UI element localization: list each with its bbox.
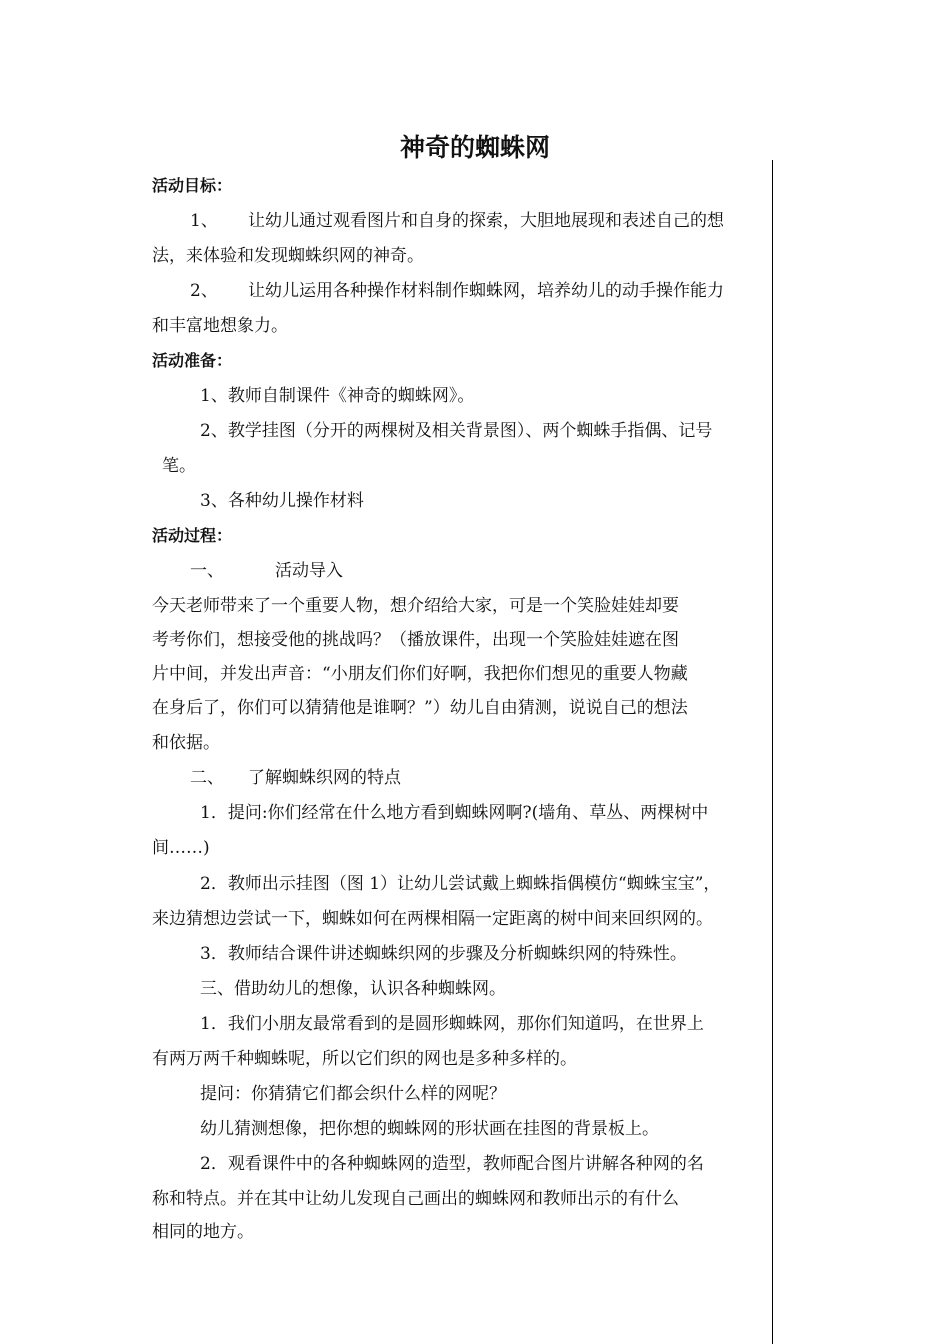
goal1-number: 1、 [190, 211, 218, 231]
prep-item-2-line1: 2、教学挂图（分开的两棵树及相关背景图）、两个蜘蛛手指偶、记号 [200, 421, 713, 441]
page-title: 神奇的蜘蛛网 [399, 133, 550, 162]
intro-line-2: 考考你们，想接受他的挑战吗？（播放课件，出现一个笑脸娃娃遮在图 [152, 630, 679, 650]
step3-item2-line3: 相同的地方。 [152, 1222, 254, 1242]
prep-item-2-line2: 笔。 [162, 456, 196, 476]
intro-line-4: 在身后了，你们可以猜猜他是谁啊？”）幼儿自由猜测，说说自己的想法 [152, 698, 688, 718]
margin-rule [772, 160, 773, 1344]
step3-title: 三、借助幼儿的想像，认识各种蜘蛛网。 [200, 979, 506, 999]
step2-number: 二、 [190, 768, 224, 788]
step2-title: 了解蜘蛛织网的特点 [248, 768, 401, 788]
step1-number: 一、 [190, 561, 224, 581]
process-heading: 活动过程： [152, 526, 233, 545]
step3-question: 提问：你猜猜它们都会织什么样的网呢？ [200, 1084, 506, 1104]
goal2-number: 2、 [190, 281, 218, 301]
step2-item2-line2: 来边猜想边尝试一下，蜘蛛如何在两棵相隔一定距离的树中间来回织网的。 [152, 909, 713, 929]
step1-title: 活动导入 [275, 561, 343, 581]
intro-line-5: 和依据。 [152, 733, 220, 753]
prep-item-1: 1、教师自制课件《神奇的蜘蛛网》。 [200, 386, 475, 406]
step3-guess: 幼儿猜测想像，把你想的蜘蛛网的形状画在挂图的背景板上。 [200, 1119, 659, 1139]
prep-heading: 活动准备： [152, 351, 233, 370]
step2-item1-line1: 1．提问:你们经常在什么地方看到蜘蛛网啊?(墙角、草丛、两棵树中 [200, 803, 709, 823]
goal2-line1: 让幼儿运用各种操作材料制作蜘蛛网，培养幼儿的动手操作能力 [248, 281, 724, 301]
goals-heading: 活动目标： [152, 176, 233, 195]
goal2-line2: 和丰富地想象力。 [152, 316, 288, 336]
goal1-line1: 让幼儿通过观看图片和自身的探索，大胆地展现和表述自己的想 [248, 211, 724, 231]
intro-line-3: 片中间，并发出声音：“小朋友们你们好啊，我把你们想见的重要人物藏 [152, 664, 688, 684]
prep-item-3: 3、各种幼儿操作材料 [200, 491, 364, 511]
step2-item3: 3．教师结合课件讲述蜘蛛织网的步骤及分析蜘蛛织网的特殊性。 [200, 944, 687, 964]
step3-item2-line2: 称和特点。并在其中让幼儿发现自己画出的蜘蛛网和教师出示的有什么 [152, 1189, 679, 1209]
step3-item1-line2: 有两万两千种蜘蛛呢，所以它们织的网也是多种多样的。 [152, 1049, 577, 1069]
step2-item2-line1: 2．教师出示挂图（图 1）让幼儿尝试戴上蜘蛛指偶模仿“蜘蛛宝宝”， [200, 874, 721, 894]
intro-line-1: 今天老师带来了一个重要人物，想介绍给大家，可是一个笑脸娃娃却要 [152, 596, 679, 616]
step3-item2-line1: 2．观看课件中的各种蜘蛛网的造型，教师配合图片讲解各种网的名 [200, 1154, 704, 1174]
goal1-line2: 法，来体验和发现蜘蛛织网的神奇。 [152, 246, 424, 266]
step3-item1-line1: 1．我们小朋友最常看到的是圆形蜘蛛网，那你们知道吗，在世界上 [200, 1014, 704, 1034]
step2-item1-line2: 间……) [152, 838, 210, 858]
